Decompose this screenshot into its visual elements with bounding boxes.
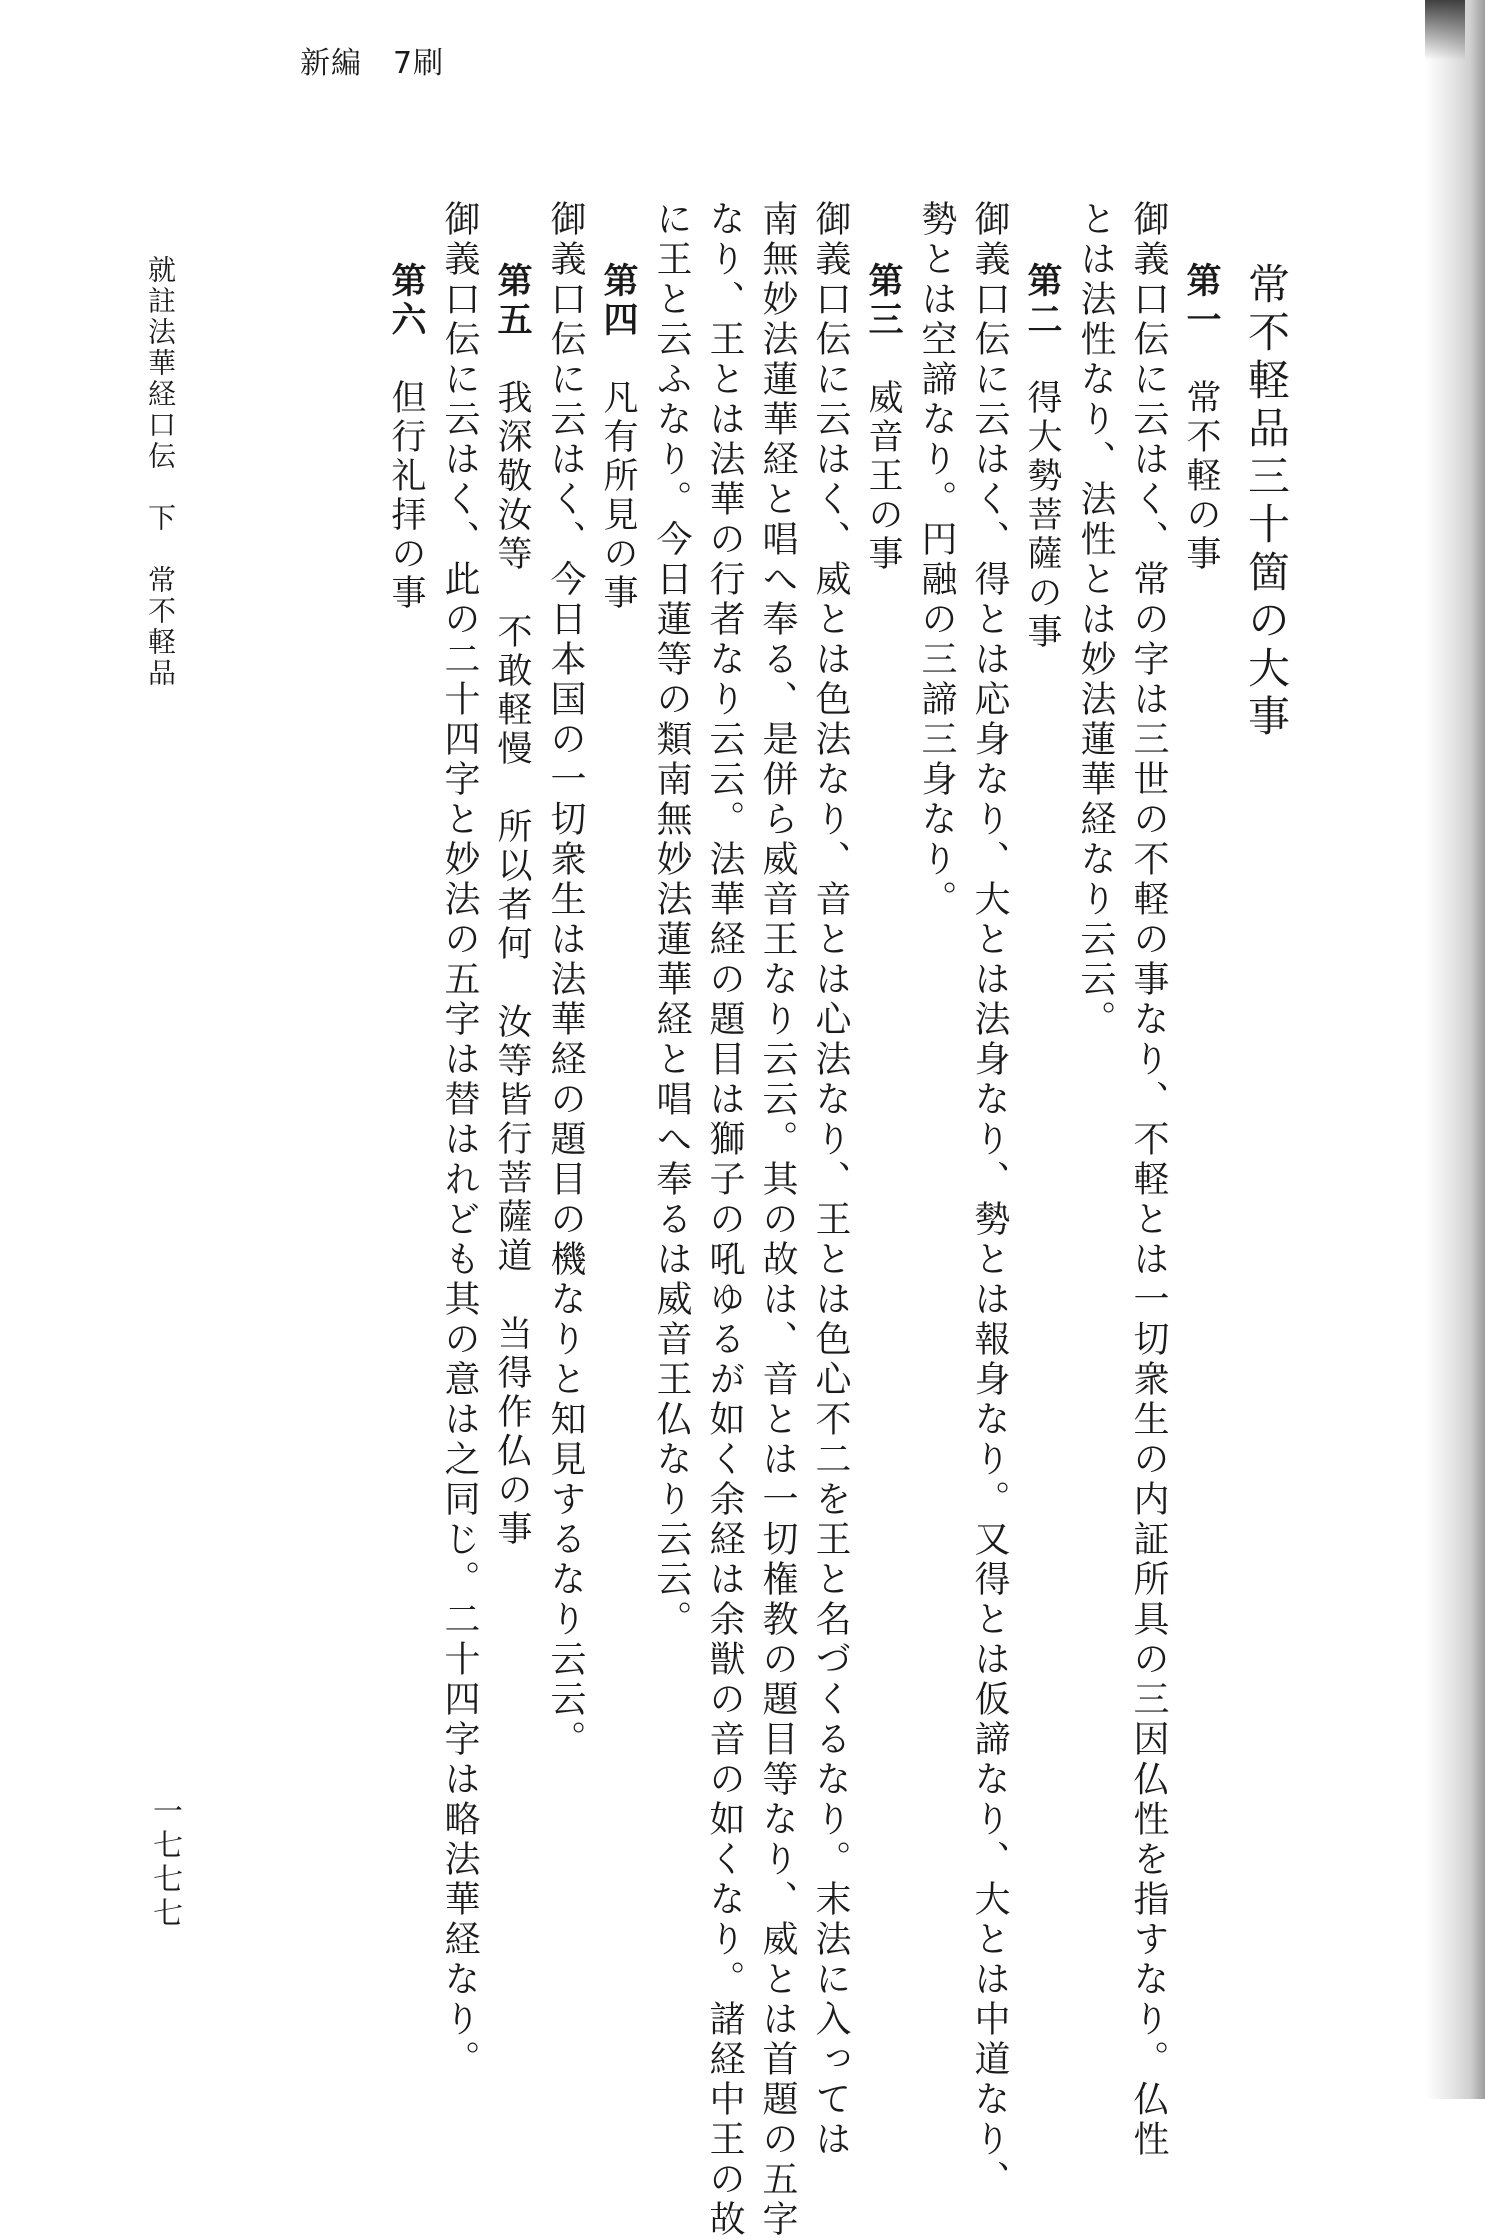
body-line: 御義口伝に云はく、得とは応身なり、大とは法身なり、勢とは報身なり。又得とは仮諦なり、大とは中道なり、 <box>969 200 1010 2200</box>
section-number: 第三 <box>863 262 903 340</box>
section-heading <box>492 262 532 1549</box>
section-heading <box>863 262 903 574</box>
page-number: 一七七七 <box>147 1795 182 1931</box>
body-line: 御義口伝に云はく、常の字は三世の不軽の事なり、不軽とは一切衆生の内証所具の三因仏性を指すなり。仏性 <box>1128 200 1169 2160</box>
heading-gap <box>1022 340 1062 379</box>
body-line: 御義口伝に云はく、今日本国の一切衆生は法華経の題目の機なりと知見するなり云云。 <box>545 200 586 1760</box>
section-heading-text: 得大勢菩薩の事 <box>1022 379 1062 652</box>
edition-header: 新編 7刷 <box>300 46 445 81</box>
body-line: とは法性なり、法性とは妙法蓮華経なり云云。 <box>1075 200 1116 1040</box>
page-edge-shadow <box>1425 0 1485 2099</box>
heading-gap <box>1181 340 1221 379</box>
section-heading <box>1181 262 1221 574</box>
running-footer: 就註法華経口伝 下 常不軽品 <box>144 255 177 689</box>
section-heading <box>598 262 638 613</box>
section-heading <box>386 262 426 613</box>
body-line: 南無妙法蓮華経と唱へ奉る、是併ら威音王なり云云。其の故は、音とは一切権教の題目等なり、威とは首題の五字 <box>757 200 798 2240</box>
heading-gap <box>492 340 532 379</box>
section-number: 第六 <box>386 262 426 340</box>
section-heading-text: 但行礼拝の事 <box>386 379 426 613</box>
page-edge-corner <box>1425 0 1465 60</box>
chapter-title: 常不軽品三十箇の大事 <box>1242 262 1291 742</box>
section-heading-text: 凡有所見の事 <box>598 379 638 613</box>
section-number: 第四 <box>598 262 638 340</box>
heading-gap <box>863 340 903 379</box>
body-line: なり、王とは法華の行者なり云云。法華経の題目は獅子の吼ゆるが如く余経は余獣の音の如くなり。諸経中王の故 <box>704 200 745 2240</box>
body-line: に王と云ふなり。今日蓮等の類南無妙法蓮華経と唱へ奉るは威音王仏なり云云。 <box>651 200 692 1640</box>
section-heading-text: 我深敬汝等 不敢軽慢 所以者何 汝等皆行菩薩道 当得作仏の事 <box>492 379 532 1549</box>
heading-gap <box>386 340 426 379</box>
section-heading-text: 常不軽の事 <box>1181 379 1221 574</box>
section-number: 第二 <box>1022 262 1062 340</box>
section-heading-text: 威音王の事 <box>863 379 903 574</box>
heading-gap <box>598 340 638 379</box>
body-line: 御義口伝に云はく、此の二十四字と妙法の五字は替はれども其の意は之同じ。二十四字は略法華経なり。 <box>439 200 480 2080</box>
section-number: 第一 <box>1181 262 1221 340</box>
section-heading <box>1022 262 1062 652</box>
section-number: 第五 <box>492 262 532 340</box>
body-line: 御義口伝に云はく、威とは色法なり、音とは心法なり、王とは色心不二を王と名づくるなり。末法に入っては <box>810 200 851 2160</box>
body-line: 勢とは空諦なり。円融の三諦三身なり。 <box>916 200 957 920</box>
